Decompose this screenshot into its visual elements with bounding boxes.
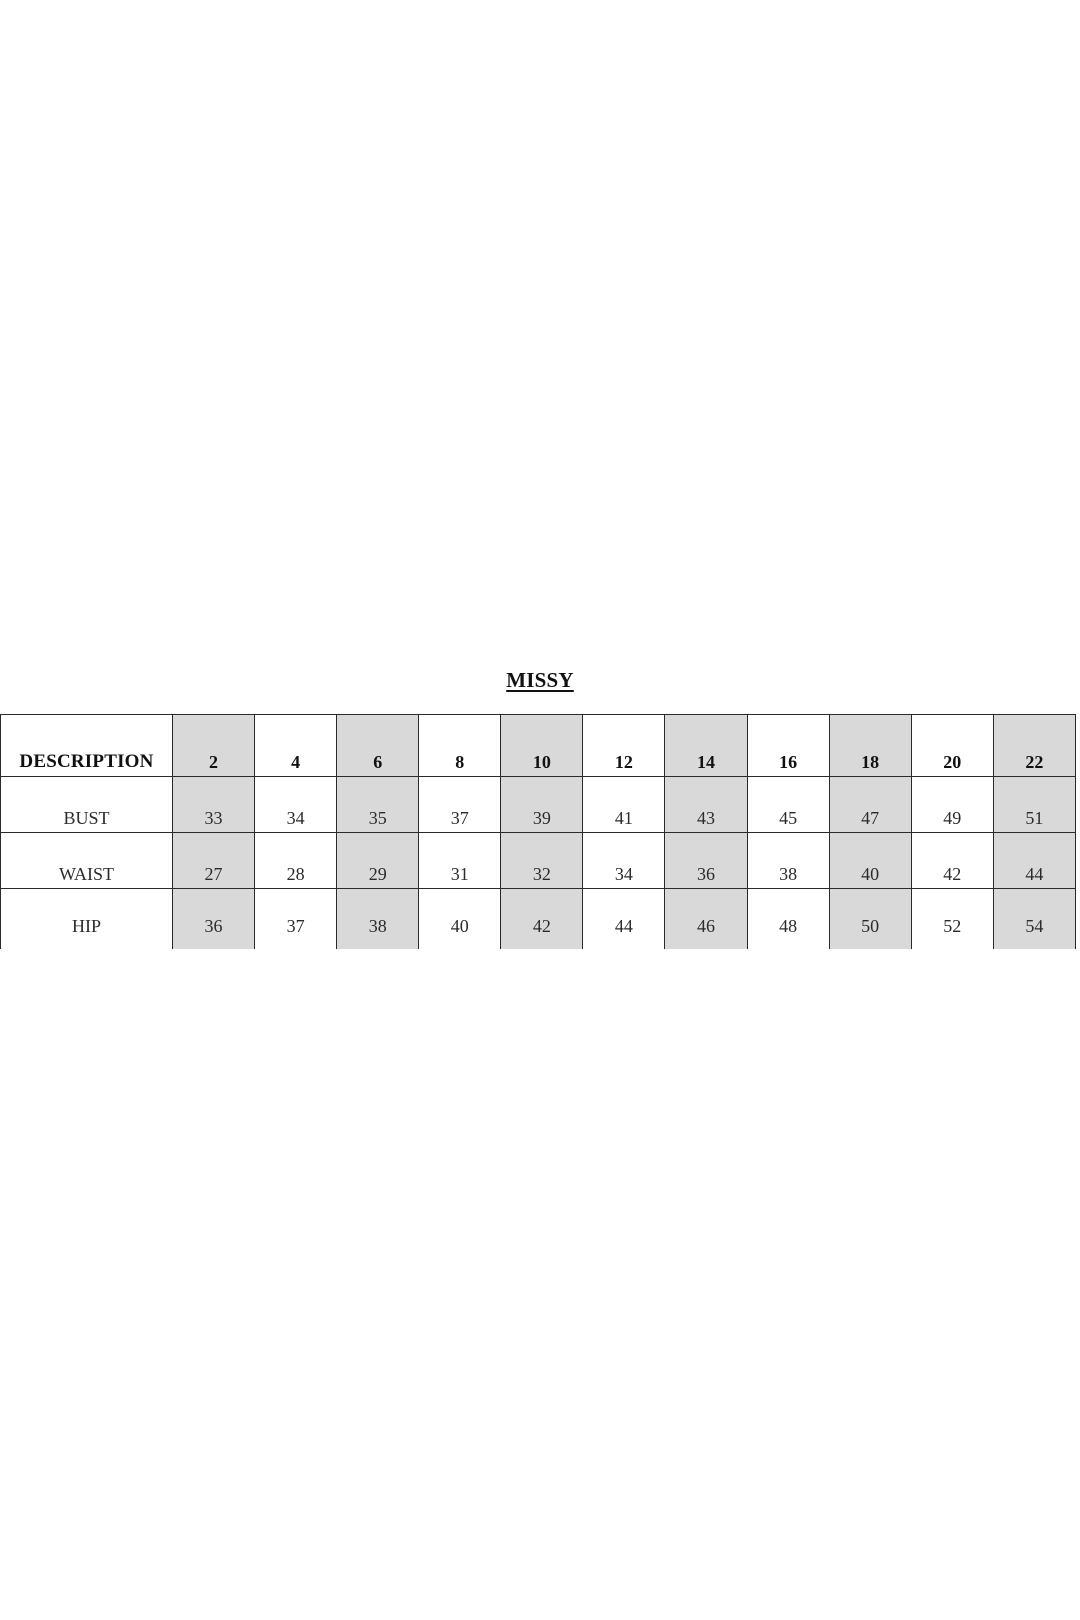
row-label: BUST [1,777,173,833]
row-label: HIP [1,889,173,949]
table-cell: 42 [911,833,993,889]
table-header-row [1,715,1076,777]
table-cell: 36 [173,889,255,949]
column-header: 14 [665,715,747,777]
column-header: 6 [337,715,419,777]
table-cell: 43 [665,777,747,833]
size-chart-table-container [0,714,1080,950]
table-cell: 32 [501,833,583,889]
column-header: 8 [419,715,501,777]
table-cell: 40 [419,889,501,949]
table-cell: 42 [501,889,583,949]
table-cell: 48 [747,889,829,949]
table-cell: 33 [173,777,255,833]
table-cell: 40 [829,833,911,889]
table-cell: 44 [583,889,665,949]
table-cell: 54 [993,889,1075,949]
table-cell: 27 [173,833,255,889]
table-row [1,889,1076,949]
table-cell: 49 [911,777,993,833]
table-row [1,777,1076,833]
column-header: 22 [993,715,1075,777]
table-cell: 41 [583,777,665,833]
table-cell: 35 [337,777,419,833]
table-cell: 51 [993,777,1075,833]
column-header: 18 [829,715,911,777]
column-header: 10 [501,715,583,777]
column-header: 2 [173,715,255,777]
table-cell: 34 [583,833,665,889]
column-header: 20 [911,715,993,777]
table-cell: 44 [993,833,1075,889]
table-cell: 38 [337,889,419,949]
column-header: DESCRIPTION [1,715,173,777]
column-header: 4 [255,715,337,777]
table-cell: 38 [747,833,829,889]
table-cell: 46 [665,889,747,949]
table-cell: 37 [419,777,501,833]
column-header: 12 [583,715,665,777]
size-chart-table [0,714,1076,949]
table-cell: 34 [255,777,337,833]
column-header: 16 [747,715,829,777]
table-cell: 37 [255,889,337,949]
table-cell: 45 [747,777,829,833]
table-cell: 36 [665,833,747,889]
table-row [1,833,1076,889]
chart-title: MISSY [506,668,574,692]
table-cell: 52 [911,889,993,949]
table-cell: 47 [829,777,911,833]
table-cell: 50 [829,889,911,949]
table-cell: 39 [501,777,583,833]
row-label: WAIST [1,833,173,889]
table-cell: 28 [255,833,337,889]
table-cell: 29 [337,833,419,889]
table-cell: 31 [419,833,501,889]
